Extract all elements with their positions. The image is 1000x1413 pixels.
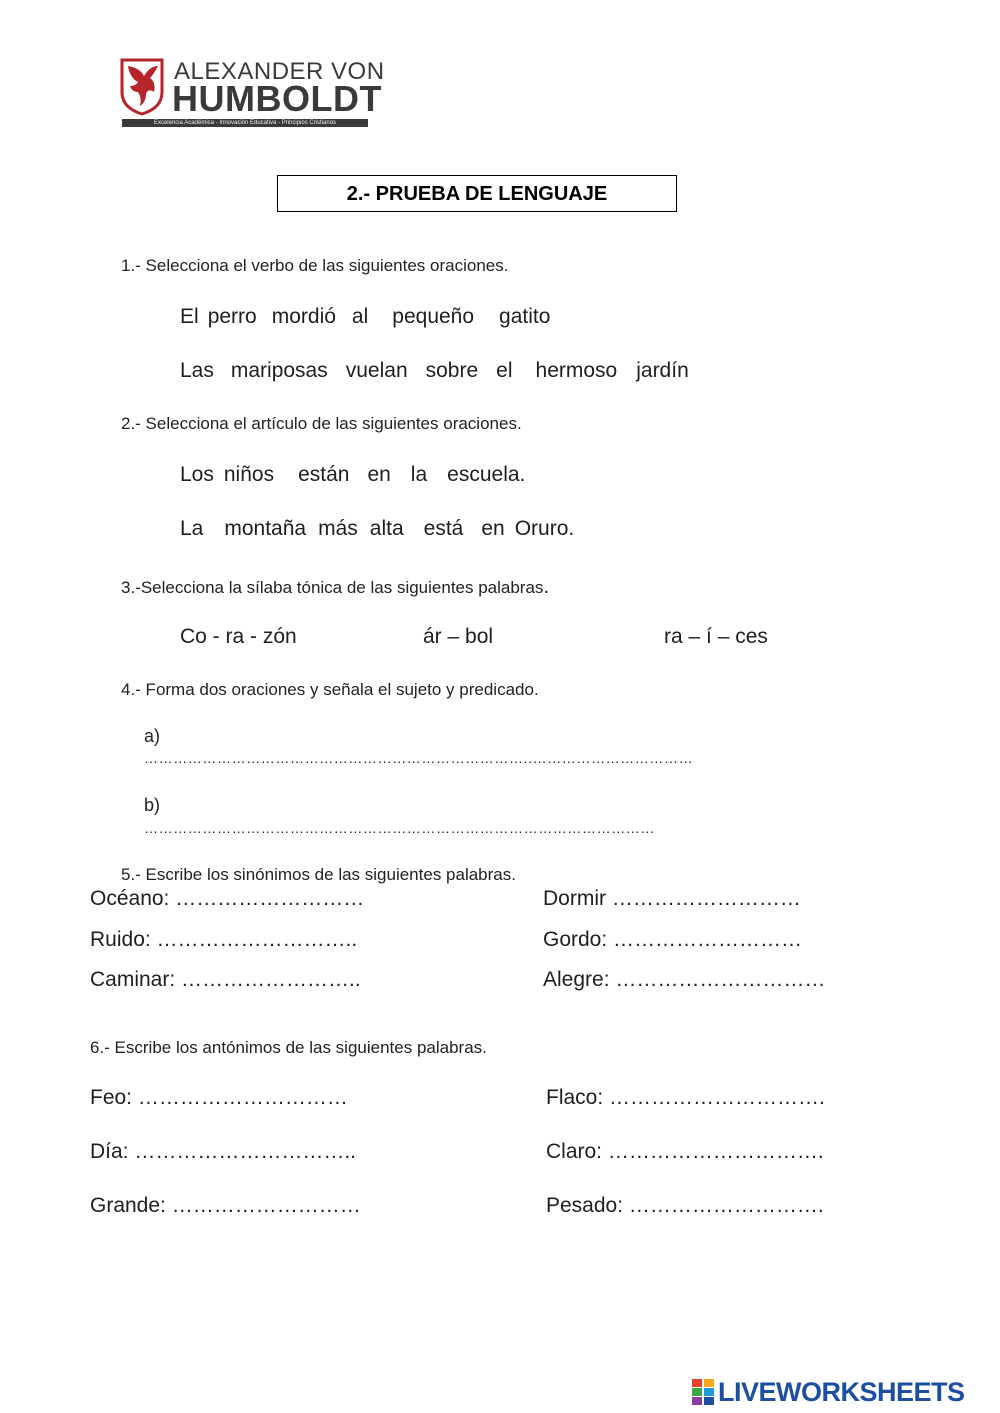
syllable-word[interactable]: Co - ra - zón [180, 625, 297, 648]
word-option[interactable]: Las [180, 359, 214, 382]
word-option[interactable]: mordió [271, 305, 336, 328]
word-option[interactable]: perro [207, 305, 257, 328]
word-option[interactable]: pequeño [392, 305, 475, 328]
word-option[interactable]: gatito [499, 305, 551, 328]
q2-sentence-1 [180, 463, 525, 487]
antonym-field[interactable]: Día: ………………………….. [90, 1140, 357, 1163]
word-option[interactable]: en [367, 463, 391, 486]
q3-prompt [121, 576, 549, 599]
q4-answer-b[interactable]: …………………………………………………………………………………………… [144, 820, 655, 836]
logo-line-2: HUMBOLDT [172, 78, 382, 119]
q2-sentence-2 [180, 517, 574, 541]
word-option[interactable]: la [410, 463, 428, 486]
q4-answer-a[interactable]: ……………………………………………………………………..…………………………… [144, 750, 694, 766]
q4-prompt: 4.- Forma dos oraciones y señala el sujeto y predicado. [121, 680, 539, 699]
word-option[interactable]: más [318, 517, 358, 540]
q2-prompt: 2.- Selecciona el artículo de las siguientes oraciones. [121, 414, 522, 433]
q1-sentence-1 [180, 305, 550, 329]
word-option[interactable]: Oruro. [514, 517, 575, 540]
word-option[interactable]: jardín [636, 359, 689, 382]
watermark-text: LIVEWORKSHEETS [718, 1377, 965, 1407]
word-option[interactable]: escuela. [447, 463, 526, 486]
q1-sentence-2 [180, 359, 689, 383]
syllable-word[interactable]: ra – í – ces [664, 625, 768, 648]
synonym-field[interactable]: Caminar: …………………….. [90, 968, 361, 991]
liveworksheets-watermark [692, 1377, 992, 1407]
antonym-field[interactable]: Flaco: …………………………. [546, 1086, 825, 1109]
synonym-field[interactable]: Alegre: ………………………… [543, 968, 826, 991]
word-option[interactable]: montaña [224, 517, 307, 540]
word-option[interactable]: Los [180, 463, 214, 486]
q3-prompt-text: 3.-Selecciona la sílaba tónica de las siguientes palabras [121, 578, 544, 597]
word-option[interactable]: hermoso [535, 359, 618, 382]
q4-label-a: a) [144, 726, 161, 746]
q5-prompt: 5.- Escribe los sinónimos de las siguientes palabras. [121, 865, 516, 884]
word-option[interactable]: el [496, 359, 513, 382]
word-option[interactable]: al [351, 305, 369, 328]
synonym-field[interactable]: Gordo: ……………………… [543, 928, 803, 951]
word-option[interactable]: sobre [425, 359, 479, 382]
antonym-field[interactable]: Grande: ……………………… [90, 1194, 361, 1217]
word-option[interactable]: niños [223, 463, 275, 486]
synonym-field[interactable]: Dormir ……………………… [543, 887, 801, 910]
antonym-field[interactable]: Claro: …………………………. [546, 1140, 824, 1163]
word-option[interactable]: El [180, 305, 199, 328]
logo-tagline: Excelencia Académica - Innovación Educativa - Principios Cristianos [122, 119, 368, 127]
word-option[interactable]: están [298, 463, 350, 486]
synonym-field[interactable]: Océano: ……………………… [90, 887, 365, 910]
liveworksheets-logo-icon [692, 1379, 714, 1405]
synonym-field[interactable]: Ruido: ……………………….. [90, 928, 358, 951]
q4-label-b: b) [144, 795, 161, 815]
word-option[interactable]: alta [369, 517, 404, 540]
word-option[interactable]: La [180, 517, 204, 540]
q6-prompt: 6.- Escribe los antónimos de las siguientes palabras. [90, 1038, 487, 1057]
logo-line-1: ALEXANDER VON [174, 58, 385, 85]
word-option[interactable]: está [423, 517, 464, 540]
antonym-field[interactable]: Feo: ………………………… [90, 1086, 348, 1109]
word-option[interactable]: mariposas [230, 359, 328, 382]
eagle-shield-icon [120, 58, 164, 116]
word-option[interactable]: en [481, 517, 505, 540]
word-option[interactable]: vuelan [345, 359, 408, 382]
school-logo [120, 58, 385, 130]
syllable-word[interactable]: ár – bol [423, 625, 494, 648]
q1-prompt: 1.- Selecciona el verbo de las siguientes oraciones. [121, 256, 509, 275]
antonym-field[interactable]: Pesado: ………………………. [546, 1194, 824, 1217]
page-title: 2.- PRUEBA DE LENGUAJE [277, 175, 677, 212]
q3-prompt-end: . [543, 576, 549, 598]
